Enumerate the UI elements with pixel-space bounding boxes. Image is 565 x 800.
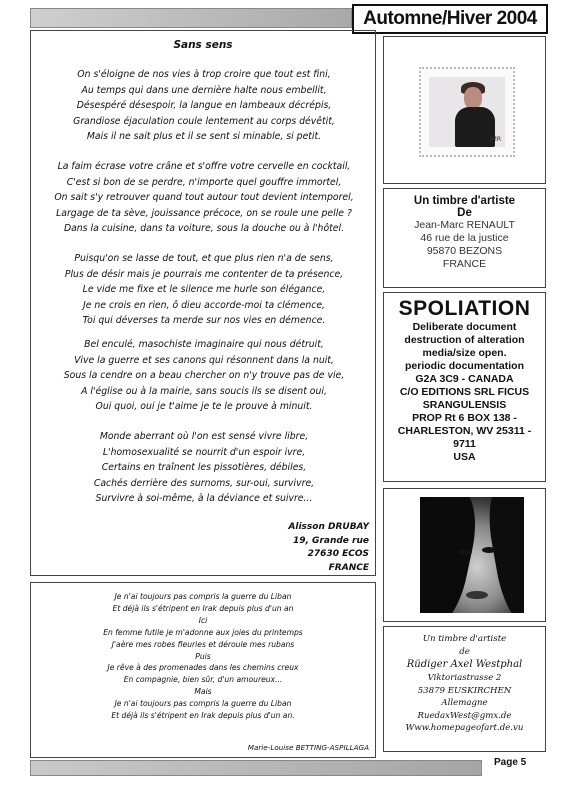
artist2-country: Allemagne [441, 698, 488, 708]
poem-line: La faim écrase votre crâne et s'offre votre cervelle en cocktail, [57, 161, 351, 172]
portrait-photo [420, 497, 524, 613]
poem-line: Mais il ne sait plus et il se sent si minable, si petit. [86, 131, 322, 143]
artist-name: Jean-Marc RENAULT [414, 219, 515, 231]
stamp-artist-info [383, 188, 546, 288]
spoliation-line: CHARLESTON, WV 25311 - [397, 425, 532, 437]
artist2-city: 53879 EUSKIRCHEN [417, 685, 512, 696]
poem-line: Largage de ta sève, jouissance précoce, on se roule une pelle ? [56, 207, 352, 219]
spoliation-line: G2A 3C9 - CANADA [415, 373, 514, 385]
poem-line: Dans la cuisine, dans ta voiture, sous la douche ou à l'hôtel. [63, 223, 345, 235]
page-number: Page 5 [494, 757, 527, 768]
poem-line: Grandiose éjaculation coule lentement au corps dévêtit, [73, 115, 335, 127]
poem-line: En compagnie, bien sûr, d'un amoureux... [123, 675, 283, 685]
spoliation-line: SRANGULENSIS [422, 399, 507, 411]
poem-line: Certains en traînent les pissotières, débiles, [101, 462, 307, 474]
poem-stanza-2 [35, 159, 373, 237]
poem-stanza-1 [35, 67, 373, 145]
poem-line: En femme futile je m'adonne aux joies du printemps [103, 627, 303, 637]
artist2-street: Viktoriastrasse 2 [427, 673, 502, 683]
poem-stanza-3 [35, 251, 373, 329]
spoliation-box [383, 292, 546, 482]
stamp-face [464, 87, 482, 109]
poem-line: Le vide me fixe et le silence me hurle son élégance, [82, 284, 326, 296]
stamp-info-title: Un timbre d'artiste [413, 195, 516, 207]
photo-eye-left [458, 549, 472, 555]
header-bar [30, 8, 352, 28]
poem-line: Plus de désir mais je pourrais me contenter de ta présence, [64, 268, 344, 280]
poem-line: Je n'ai toujours pas compris la guerre du Liban [114, 592, 292, 601]
artist-country: FRANCE [442, 258, 487, 270]
poem-line: Au temps qui dans une dernière halte nous embellit, [81, 84, 327, 96]
lower-poem-lines [33, 591, 373, 722]
poem-line: Ici [198, 615, 208, 625]
author-street: 19, Grande rue [292, 535, 369, 546]
photo-eye-right [482, 547, 496, 553]
poem-line: J'aère mes robes fleuries et déroule mes rubans [111, 639, 295, 649]
artist-stamp-image [419, 67, 515, 157]
spoliation-logo: SPOLIATION [398, 297, 531, 320]
poem-line: Vive la guerre et ses canons qui résonnent dans la nuit, [74, 354, 334, 366]
lower-poem-box [30, 582, 376, 758]
artist2-title: Un timbre d'artiste [422, 634, 507, 644]
poem-line: Je n'ai toujours pas compris la guerre du Liban [114, 699, 292, 709]
poem-line: A l'église ou à la mairie, sans soucis ils se disent oui, [81, 385, 327, 397]
footer-bar [30, 760, 482, 776]
stamp-signature: JMR [489, 136, 501, 143]
author-name: Alisson DRUBAY [288, 522, 369, 532]
poem-line: Toi qui déverses ta merde sur nos vies en démence. [82, 315, 326, 327]
spoliation-line: media/size open. [422, 347, 507, 359]
poem-line: Puisqu'on se lasse de tout, et que plus rien n'a de sens, [74, 253, 334, 264]
poem-line: Survivre à soi-même, à la déviance et suivre... [95, 493, 313, 505]
author-country: FRANCE [328, 562, 369, 573]
artist2-de: de [459, 646, 470, 657]
lower-poem-author: Marie-Louise BETTING-ASPILLAGA [247, 743, 369, 752]
poem-stanza-5 [35, 429, 373, 507]
poem-line: Je ne crois en rien, ô dieu accorde-moi ta clémence, [82, 299, 326, 311]
poem-line: On sait s'y retrouver quand tout autour tout devient intemporel, [54, 192, 354, 204]
spoliation-line: 9711 [453, 438, 476, 450]
poem-title: Sans sens [173, 39, 233, 51]
spoliation-line: destruction of alteration [404, 334, 525, 346]
poem-signature [288, 521, 369, 575]
poem-line: Et déjà ils s'étripent en Irak depuis plus d'un an. [111, 711, 295, 721]
poem-stanza-4 [35, 337, 373, 415]
poem-line: Sous la cendre on a beau chercher on n'y trouve pas de vie, [63, 370, 345, 382]
artist2-email[interactable]: RuedaxWest@gmx.de [417, 710, 512, 721]
poem-box [30, 30, 376, 576]
poem-line: Désespéré désespoir, la langue en lambeaux décrépis, [76, 100, 332, 112]
artist-city: 95870 BEZONS [426, 245, 503, 257]
poem-line: Et déjà ils s'étripent en Irak depuis plus d'un an [112, 603, 294, 613]
stamp-image-box [383, 36, 546, 184]
issue-title: Automne/Hiver 2004 [352, 4, 548, 34]
poem-line: C'est si bon de se perdre, n'importe quel gouffre immortel, [66, 176, 342, 188]
author-city: 27630 ECOS [307, 549, 369, 559]
artist2-website[interactable]: Www.homepageofart.de.vu [405, 723, 524, 733]
portrait-photo-box [383, 488, 546, 622]
spoliation-line: PROP Rt 6 BOX 138 - [412, 412, 517, 424]
poem-line: L'homosexualité se nourrit d'un espoir ivre, [102, 446, 306, 458]
spoliation-line: periodic documentation [404, 360, 524, 372]
spoliation-line: C/O EDITIONS SRL FICUS [399, 386, 530, 398]
spoliation-line: Deliberate document [412, 321, 517, 333]
poem-line: Bel enculé, masochiste imaginaire qui nous détruit, [84, 339, 324, 350]
poem-line: Mais [194, 687, 212, 697]
photo-lips [466, 591, 488, 599]
poem-line: Je rêve à des promenades dans les chemins creux [107, 663, 299, 673]
spoliation-line: USA [453, 451, 476, 463]
poem-line: Cachés derrière des surnoms, sur-oui, survivre, [93, 477, 315, 489]
artist2-info [383, 626, 546, 752]
artist2-name: Rüdiger Axel Westphal [406, 659, 523, 670]
poem-line: Monde aberrant où l'on est sensé vivre libre, [99, 431, 309, 442]
stamp-portrait [429, 77, 505, 147]
artist-street: 46 rue de la justice [420, 232, 509, 244]
poem-line: Puis [195, 651, 211, 661]
stamp-info-de: De [457, 207, 472, 219]
poem-line: Oui quoi, oui je t'aime je te le prouve à minuit. [95, 401, 313, 413]
poem-line: On s'éloigne de nos vies à trop croire que tout est fini, [77, 69, 331, 80]
